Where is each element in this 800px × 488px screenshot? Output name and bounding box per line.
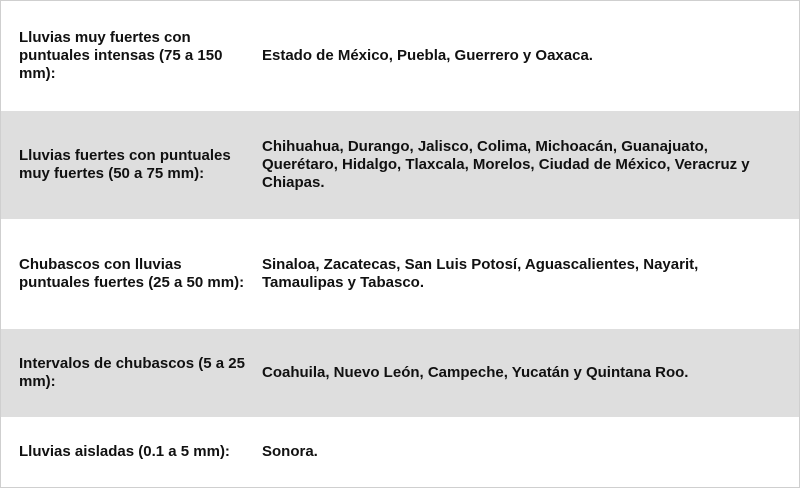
row-label-category: Intervalos de chubascos (5 a 25 mm): — [19, 355, 245, 390]
row-label-category: Lluvias muy fuertes con puntuales intensas (75 a 150 mm): — [19, 29, 223, 82]
row-label-category: Lluvias fuertes con puntuales muy fuertes (50 a 75 mm): — [19, 147, 231, 182]
table-row — [1, 1, 799, 111]
table-row — [1, 111, 799, 219]
table-row — [1, 329, 799, 417]
row-value-states: Sinaloa, Zacatecas, San Luis Potosí, Aguascalientes, Nayarit, Tamaulipas y Tabasco. — [262, 256, 699, 291]
row-label-category: Chubascos con lluvias puntuales fuertes (25 a 50 mm): — [19, 256, 245, 291]
row-label-category: Lluvias aisladas (0.1 a 5 mm): — [19, 443, 230, 460]
row-value-states: Estado de México, Puebla, Guerrero y Oaxaca. — [262, 47, 593, 64]
row-value-states: Coahuila, Nuevo León, Campeche, Yucatán y Quintana Roo. — [262, 364, 689, 381]
table-row — [1, 417, 799, 487]
table-row — [1, 219, 799, 329]
row-value-states: Chihuahua, Durango, Jalisco, Colima, Michoacán, Guanajuato, Querétaro, Hidalgo, Tlaxcala, Morelos, Ciudad de México, Veracruz y Chiapas. — [262, 138, 750, 191]
row-value-states: Sonora. — [262, 443, 318, 460]
